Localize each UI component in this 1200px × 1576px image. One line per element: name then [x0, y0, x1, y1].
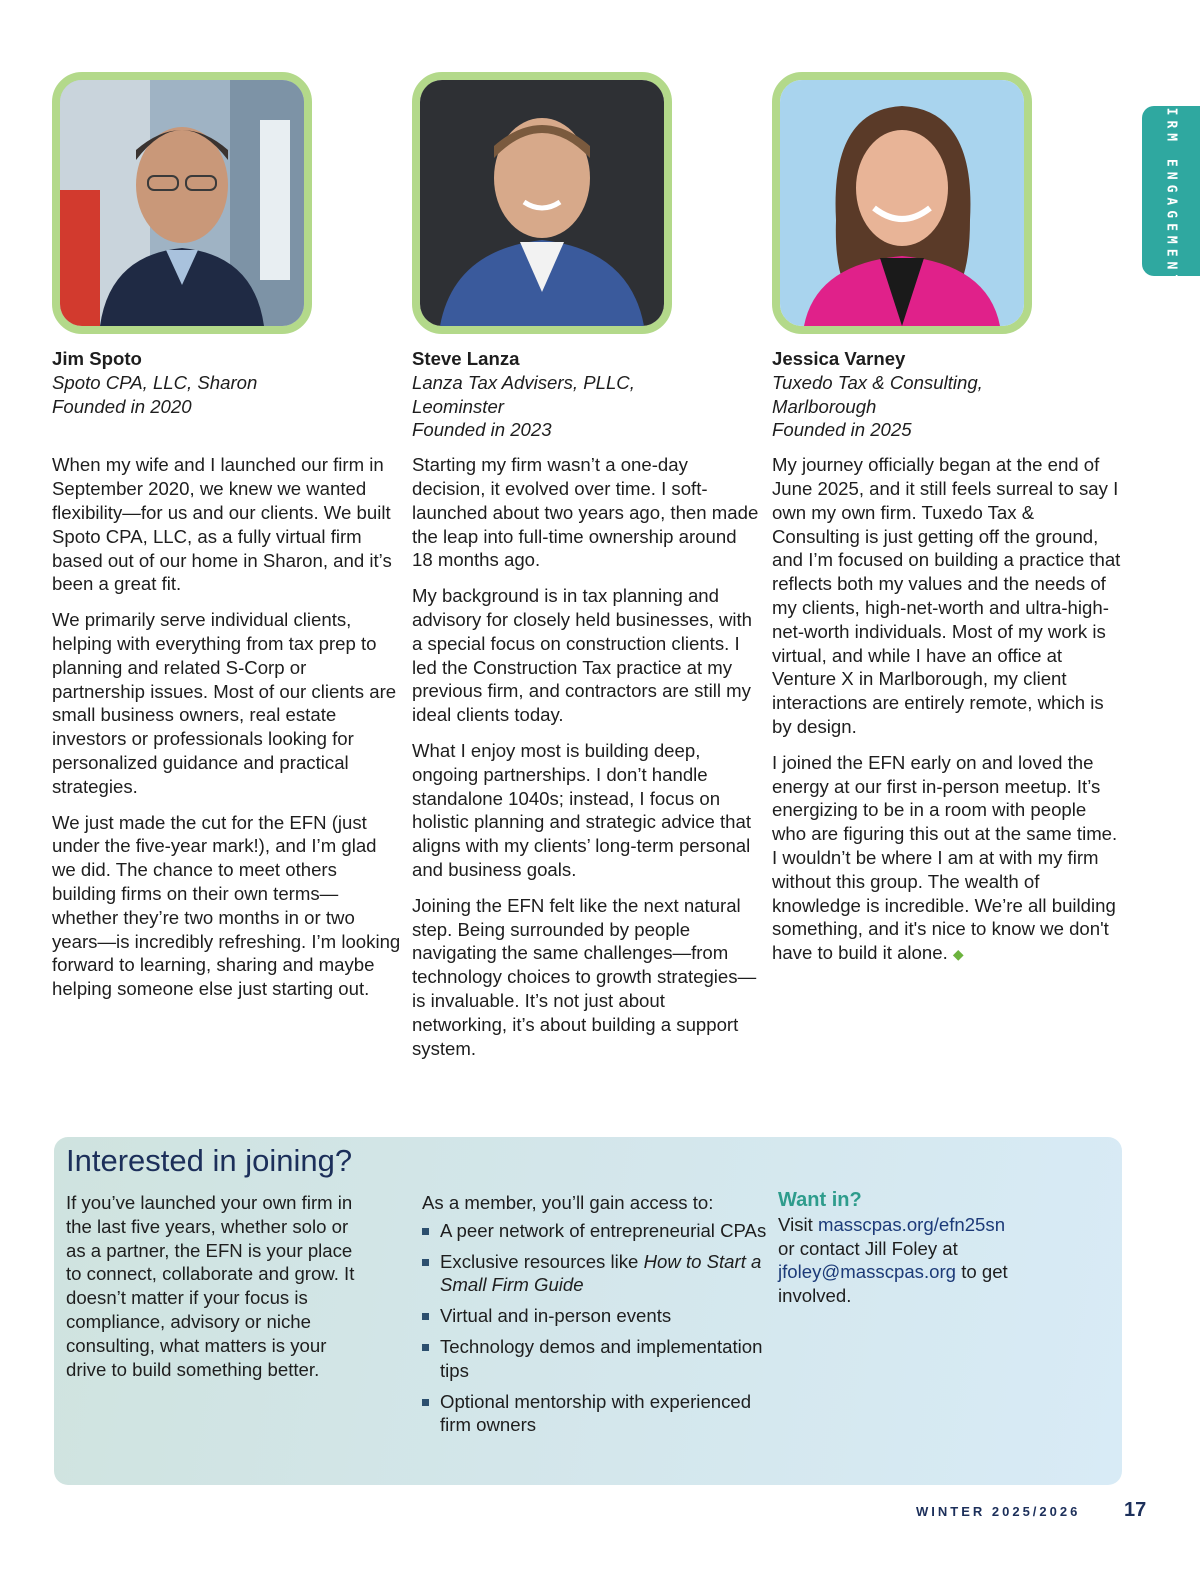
profile-affiliation: Lanza Tax Advisers, PLLC,	[412, 371, 635, 393]
join-intro-text: If you’ve launched your own firm in the last five years, whether solo or as a partner, the EFN is your place to connect, collaborate and grow. It doesn’t matter if your focus is compliance, advisory or niche consulting, what matters is your drive to build something better.	[66, 1192, 355, 1380]
profile-name: Jim Spoto	[52, 348, 142, 369]
profile-location: Leominster	[412, 395, 504, 417]
benefit-text: Technology demos and implementation tips	[440, 1335, 763, 1381]
benefit-text: Virtual and in-person events	[440, 1305, 672, 1327]
benefit-item	[422, 1304, 772, 1328]
profile-jim-spoto	[52, 347, 402, 1013]
email-suffix: to get involved.	[778, 1261, 1008, 1307]
benefit-item	[422, 1219, 772, 1243]
bullet-square-icon	[422, 1399, 429, 1406]
benefits-heading: As a member, you’ll gain access to:	[422, 1192, 714, 1213]
profile-paragraph: Joining the EFN felt like the next natural step. Being surrounded by people navigating the same challenges—from technology choices to growth strategies—is invaluable. It’s not just about networking, it’s about building a support system.	[412, 894, 757, 1059]
profile-paragraph-text: I joined the EFN early on and loved the energy at our first in-person meetup. It’s energizing to be in a room with people who are figuring this out at the same time. I wouldn’t be where I am at with my firm without this group. The wealth of knowledge is incredible. We’re all building something, and it's nice to know we don't have to build it alone.	[772, 751, 1118, 964]
section-tab	[1142, 94, 1200, 288]
bullet-square-icon	[422, 1228, 429, 1235]
profile-name: Steve Lanza	[412, 348, 520, 369]
portrait-steve-lanza	[412, 72, 672, 334]
profile-paragraph: We just made the cut for the EFN (just under the five-year mark!), and I’m glad we did. The chance to meet others building firms on their own terms—whether they’re two months in or two years—is incredibly refreshing. I’m looking forward to learning, sharing and maybe helping someone else just starting out.	[52, 811, 401, 1000]
want-in-heading: Want in?	[778, 1189, 862, 1211]
want-in-section	[778, 1189, 1078, 1308]
profile-paragraph: Starting my firm wasn’t a one-day decision, it evolved over time. I soft-launched about two years ago, then made the leap into full-time ownership around 18 months ago.	[412, 454, 759, 571]
benefit-item	[422, 1250, 772, 1298]
visit-prefix: Visit	[778, 1213, 818, 1235]
benefit-guide-title: How to Start a Small Firm Guide	[440, 1250, 762, 1296]
bullet-square-icon	[422, 1259, 429, 1266]
section-tab-label: FIRM ENGAGEMENT	[1163, 94, 1179, 288]
profile-paragraph: My background is in tax planning and advisory for closely held businesses, with a special focus on construction clients. I led the Construction Tax practice at my previous firm, and contractors are still my ideal clients today.	[412, 585, 753, 726]
profile-paragraph: My journey officially began at the end of June 2025, and it still feels surreal to say I own my own firm. Tuxedo Tax & Consulting is just getting off the ground, and I’m focused on building a practice that reflects both my values and the needs of my clients, high-net-worth and ultra-high-net-worth individuals. Most of my work is virtual, and while I have an office at Venture X in Marlborough, my client interactions are entirely remote, which is by design.	[772, 454, 1121, 737]
want-in-email	[778, 1260, 1078, 1308]
profile-affiliation: Spoto CPA, LLC, Sharon	[52, 371, 258, 393]
profile-jessica-varney	[772, 347, 1122, 979]
issue-label: WINTER 2025/2026	[916, 1504, 1081, 1519]
profile-paragraph: We primarily serve individual clients, helping with everything from tax prep to planning and related S-Corp or partnership issues. Most of our clients are small business owners, real estate investors or professionals looking for personalized guidance and practical strategies.	[52, 609, 397, 797]
profile-name: Jessica Varney	[772, 348, 906, 369]
profile-location: Marlborough	[772, 395, 877, 417]
benefit-text: Exclusive resources like	[440, 1250, 644, 1272]
end-mark-icon: ◆	[952, 946, 964, 963]
efn-url-link[interactable]: masscpas.org/efn25sn	[817, 1213, 1006, 1235]
benefit-item	[422, 1335, 772, 1383]
join-benefits	[422, 1191, 772, 1444]
profile-founded: Founded in 2020	[52, 395, 192, 417]
profile-paragraph	[772, 751, 1122, 967]
profile-steve-lanza	[412, 347, 762, 1072]
want-in-visit	[778, 1213, 1078, 1237]
bullet-square-icon	[422, 1344, 429, 1351]
want-in-contact: or contact Jill Foley at	[778, 1237, 958, 1259]
join-box-title: Interested in joining?	[66, 1143, 353, 1178]
benefit-item	[422, 1390, 772, 1438]
portrait-jim-spoto	[52, 72, 312, 334]
profile-paragraph: When my wife and I launched our firm in September 2020, we knew we wanted flexibility—for us and our clients. We built Spoto CPA, LLC, as a fully virtual firm based out of our home in Sharon, and it’s been a great fit.	[52, 454, 392, 595]
join-intro	[66, 1191, 366, 1381]
benefits-list	[422, 1219, 772, 1437]
profile-founded: Founded in 2023	[412, 419, 552, 441]
contact-email-link[interactable]: jfoley@masscpas.org	[778, 1261, 957, 1283]
benefit-text: Optional mentorship with experienced firm owners	[440, 1390, 752, 1436]
portrait-jessica-varney	[772, 72, 1032, 334]
page-number: 17	[1124, 1499, 1147, 1521]
profile-paragraph: What I enjoy most is building deep, ongoing partnerships. I don’t handle standalone 1040s; instead, I focus on holistic planning and strategic advice that aligns with my clients’ long-term personal and business goals.	[412, 739, 752, 880]
benefit-text: A peer network of entrepreneurial CPAs	[440, 1219, 767, 1241]
join-callout-box	[54, 1137, 1122, 1485]
profile-affiliation: Tuxedo Tax & Consulting,	[772, 371, 983, 393]
profile-founded: Founded in 2025	[772, 419, 912, 441]
bullet-square-icon	[422, 1313, 429, 1320]
